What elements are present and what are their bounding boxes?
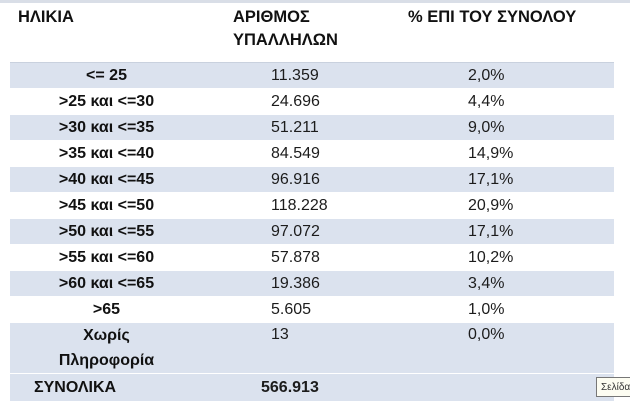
row-age xyxy=(10,322,203,373)
table-header-row xyxy=(10,3,614,62)
row-percent: 9,0% xyxy=(392,114,614,140)
row-count: 19.386 xyxy=(203,270,392,296)
row-percent: 10,2% xyxy=(392,244,614,270)
header-age: ΗΛΙΚΙΑ xyxy=(10,3,203,62)
page-tooltip: Σελίδα xyxy=(596,377,630,397)
row-age: >45 και <=50 xyxy=(10,192,203,218)
row-percent: 17,1% xyxy=(392,218,614,244)
table-row xyxy=(10,270,614,296)
row-percent: 1,0% xyxy=(392,296,614,322)
row-age: >25 και <=30 xyxy=(10,88,203,114)
row-age: <= 25 xyxy=(10,62,203,88)
row-percent: 17,1% xyxy=(392,166,614,192)
row-percent: 20,9% xyxy=(392,192,614,218)
row-count: 57.878 xyxy=(203,244,392,270)
total-label: ΣΥΝΟΛΙΚΑ xyxy=(10,373,203,401)
table-row xyxy=(10,192,614,218)
row-count: 13 xyxy=(203,322,392,373)
table-row xyxy=(10,166,614,192)
row-percent: 0,0% xyxy=(392,322,614,373)
row-age: >60 και <=65 xyxy=(10,270,203,296)
row-count: 5.605 xyxy=(203,296,392,322)
age-distribution-table xyxy=(10,3,614,402)
header-percent-of-total: % ΕΠΙ ΤΟΥ ΣΥΝΟΛΟΥ xyxy=(392,3,614,62)
total-count: 566.913 xyxy=(203,373,392,401)
row-count: 97.072 xyxy=(203,218,392,244)
table-row xyxy=(10,322,614,373)
row-age-line2: Πληροφορία xyxy=(58,351,155,369)
row-age: >35 και <=40 xyxy=(10,140,203,166)
row-percent: 14,9% xyxy=(392,140,614,166)
row-count: 24.696 xyxy=(203,88,392,114)
row-percent: 3,4% xyxy=(392,270,614,296)
table-row xyxy=(10,244,614,270)
row-percent: 4,4% xyxy=(392,88,614,114)
row-age-line1: Χωρίς xyxy=(83,326,130,344)
row-count: 51.211 xyxy=(203,114,392,140)
row-count: 84.549 xyxy=(203,140,392,166)
total-percent-empty xyxy=(392,373,614,401)
header-employee-count-line2: ΥΠΑΛΛΗΛΩΝ xyxy=(233,31,338,49)
table-row xyxy=(10,218,614,244)
header-employee-count-line1: ΑΡΙΘΜΟΣ xyxy=(233,8,310,26)
row-percent: 2,0% xyxy=(392,62,614,88)
table-row xyxy=(10,114,614,140)
row-age: >40 και <=45 xyxy=(10,166,203,192)
row-count: 118.228 xyxy=(203,192,392,218)
row-age: >65 xyxy=(10,296,203,322)
row-age: >55 και <=60 xyxy=(10,244,203,270)
table-row xyxy=(10,88,614,114)
header-employee-count xyxy=(203,3,392,62)
table-total-row xyxy=(10,373,614,401)
table-row xyxy=(10,62,614,88)
table-row xyxy=(10,296,614,322)
row-age: >50 και <=55 xyxy=(10,218,203,244)
row-age: >30 και <=35 xyxy=(10,114,203,140)
row-count: 96.916 xyxy=(203,166,392,192)
row-count: 11.359 xyxy=(203,62,392,88)
table-row xyxy=(10,140,614,166)
